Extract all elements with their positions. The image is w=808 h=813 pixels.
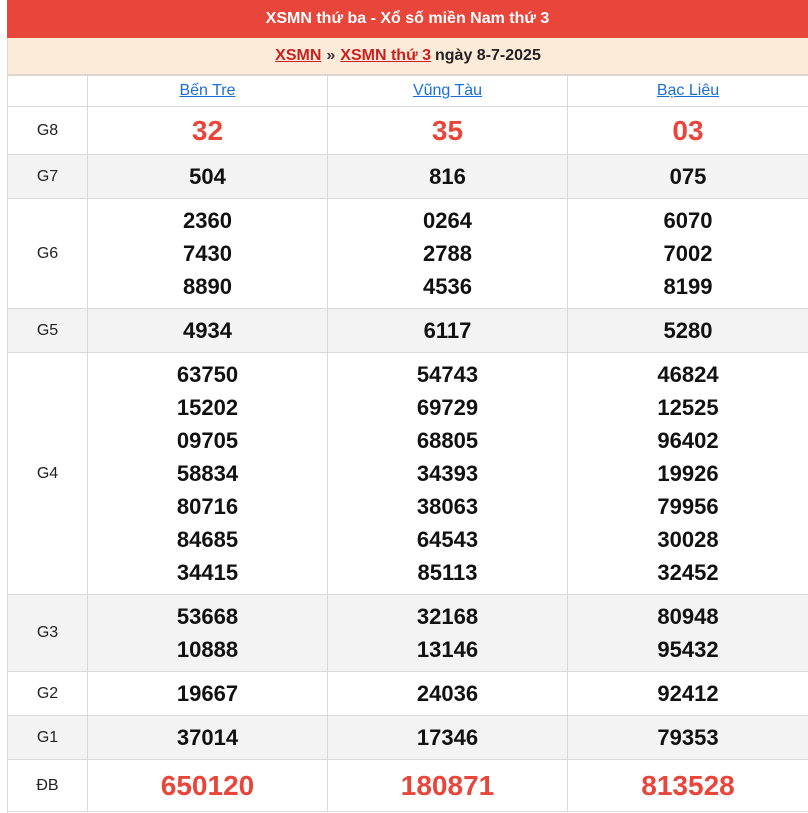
prize-row-g4 <box>8 353 808 595</box>
breadcrumb-separator: » <box>326 47 336 64</box>
prize-number: 19926 <box>657 461 719 486</box>
prize-cell <box>88 353 328 595</box>
prize-number: 80948 <box>657 604 719 629</box>
prize-number: 69729 <box>416 395 479 420</box>
prize-row-g1 <box>8 716 808 760</box>
prize-number: 813528 <box>641 770 735 801</box>
prize-cell <box>328 199 568 309</box>
prize-cell <box>328 309 568 353</box>
prize-label: G2 <box>8 672 88 716</box>
prize-number: 7002 <box>663 241 713 266</box>
prize-number: 63750 <box>176 362 239 387</box>
prize-number: 2788 <box>423 241 472 266</box>
prize-number: 504 <box>189 164 226 189</box>
prize-number: 650120 <box>160 770 255 801</box>
prize-label: G1 <box>8 716 88 760</box>
prize-number: 03 <box>672 115 704 146</box>
prize-number: 96402 <box>657 428 719 453</box>
prize-number: 6117 <box>423 318 472 343</box>
prize-cell <box>88 716 328 760</box>
prize-number: 8199 <box>663 274 713 299</box>
prize-number: 30028 <box>657 527 719 552</box>
prize-row-g8 <box>8 107 808 155</box>
page-title-text: XSMN thứ ba - Xổ số miền Nam thứ 3 <box>265 10 550 27</box>
prize-number: 38063 <box>416 494 479 519</box>
breadcrumb <box>8 38 808 75</box>
prize-cell <box>88 199 328 309</box>
prize-number: 09705 <box>176 428 239 453</box>
province-link-vung-tau[interactable]: Vũng Tàu <box>412 82 483 99</box>
prize-cell <box>568 309 808 353</box>
prize-cell <box>568 353 808 595</box>
prize-number: 6070 <box>663 208 713 233</box>
prize-number: 180871 <box>400 770 495 801</box>
prize-number: 46824 <box>657 362 719 387</box>
prize-number: 7430 <box>183 241 232 266</box>
prize-label: G5 <box>8 309 88 353</box>
prize-cell <box>568 595 808 672</box>
prize-cell <box>568 155 808 199</box>
prize-number: 32168 <box>416 604 479 629</box>
prize-number: 85113 <box>417 560 478 585</box>
prize-cell <box>328 353 568 595</box>
prize-number: 92412 <box>657 681 719 706</box>
prize-label: G4 <box>8 353 88 595</box>
prize-number: 34415 <box>176 560 239 585</box>
prize-number: 35 <box>431 115 464 146</box>
prize-cell <box>328 716 568 760</box>
province-link-ben-tre[interactable]: Bến Tre <box>179 82 236 99</box>
prize-number: 13146 <box>416 637 479 662</box>
prize-number: 32 <box>191 115 224 146</box>
prize-number: 2360 <box>183 208 232 233</box>
prize-number: 79353 <box>657 725 719 750</box>
prize-label: G3 <box>8 595 88 672</box>
prize-number: 10888 <box>176 637 239 662</box>
prize-number: 64543 <box>416 527 479 552</box>
prize-cell <box>88 672 328 716</box>
prize-cell <box>328 595 568 672</box>
prize-row-g6 <box>8 199 808 309</box>
prize-number: 58834 <box>176 461 239 486</box>
prize-label: G7 <box>8 155 88 199</box>
prize-number: 075 <box>669 164 707 189</box>
prize-number: 5280 <box>663 318 713 343</box>
prize-cell <box>328 672 568 716</box>
prize-row-g5 <box>8 309 808 353</box>
province-header <box>88 76 328 107</box>
prize-cell <box>88 595 328 672</box>
prize-number: 68805 <box>416 428 479 453</box>
prize-cell <box>328 155 568 199</box>
prize-number: 54743 <box>416 362 479 387</box>
prize-cell <box>568 760 808 812</box>
prize-label: ĐB <box>8 760 88 812</box>
prize-cell <box>568 199 808 309</box>
prize-cell <box>88 107 328 155</box>
breadcrumb-link-xsmn-thu-3[interactable]: XSMN thứ 3 <box>340 47 431 64</box>
prize-cell <box>328 760 568 812</box>
prize-row-special <box>8 760 808 812</box>
prize-number: 34393 <box>416 461 479 486</box>
prize-number: 24036 <box>416 681 479 706</box>
prize-number: 79956 <box>657 494 719 519</box>
prize-label: G6 <box>8 199 88 309</box>
prize-row-g7 <box>8 155 808 199</box>
prize-number: 4536 <box>423 274 472 299</box>
prize-number: 19667 <box>176 681 239 706</box>
prize-row-g3 <box>8 595 808 672</box>
prize-number: 4934 <box>183 318 232 343</box>
prize-number: 0264 <box>423 208 472 233</box>
prize-number: 95432 <box>657 637 719 662</box>
prize-number: 15202 <box>176 395 239 420</box>
prize-number: 17346 <box>416 725 479 750</box>
prize-cell <box>328 107 568 155</box>
prize-cell <box>568 107 808 155</box>
province-header <box>328 76 568 107</box>
prize-label: G8 <box>8 107 88 155</box>
prize-number: 84685 <box>176 527 239 552</box>
prize-cell <box>568 716 808 760</box>
prize-cell <box>88 760 328 812</box>
prize-number: 32452 <box>657 560 719 585</box>
header-corner <box>8 76 88 107</box>
province-header <box>568 76 808 107</box>
prize-number: 816 <box>429 164 466 189</box>
prize-number: 8890 <box>183 274 232 299</box>
results-table <box>7 75 808 812</box>
prize-number: 12525 <box>657 395 719 420</box>
prize-number: 80716 <box>176 494 239 519</box>
prize-number: 37014 <box>176 725 239 750</box>
prize-cell <box>88 309 328 353</box>
page-title <box>7 0 808 38</box>
prize-row-g2 <box>8 672 808 716</box>
breadcrumb-date: ngày 8-7-2025 <box>435 47 541 64</box>
prize-number: 53668 <box>176 604 239 629</box>
province-link-bac-lieu[interactable]: Bạc Liêu <box>656 82 720 99</box>
breadcrumb-link-xsmn[interactable]: XSMN <box>275 47 322 64</box>
prize-cell <box>88 155 328 199</box>
province-header-row <box>8 76 808 107</box>
prize-cell <box>568 672 808 716</box>
